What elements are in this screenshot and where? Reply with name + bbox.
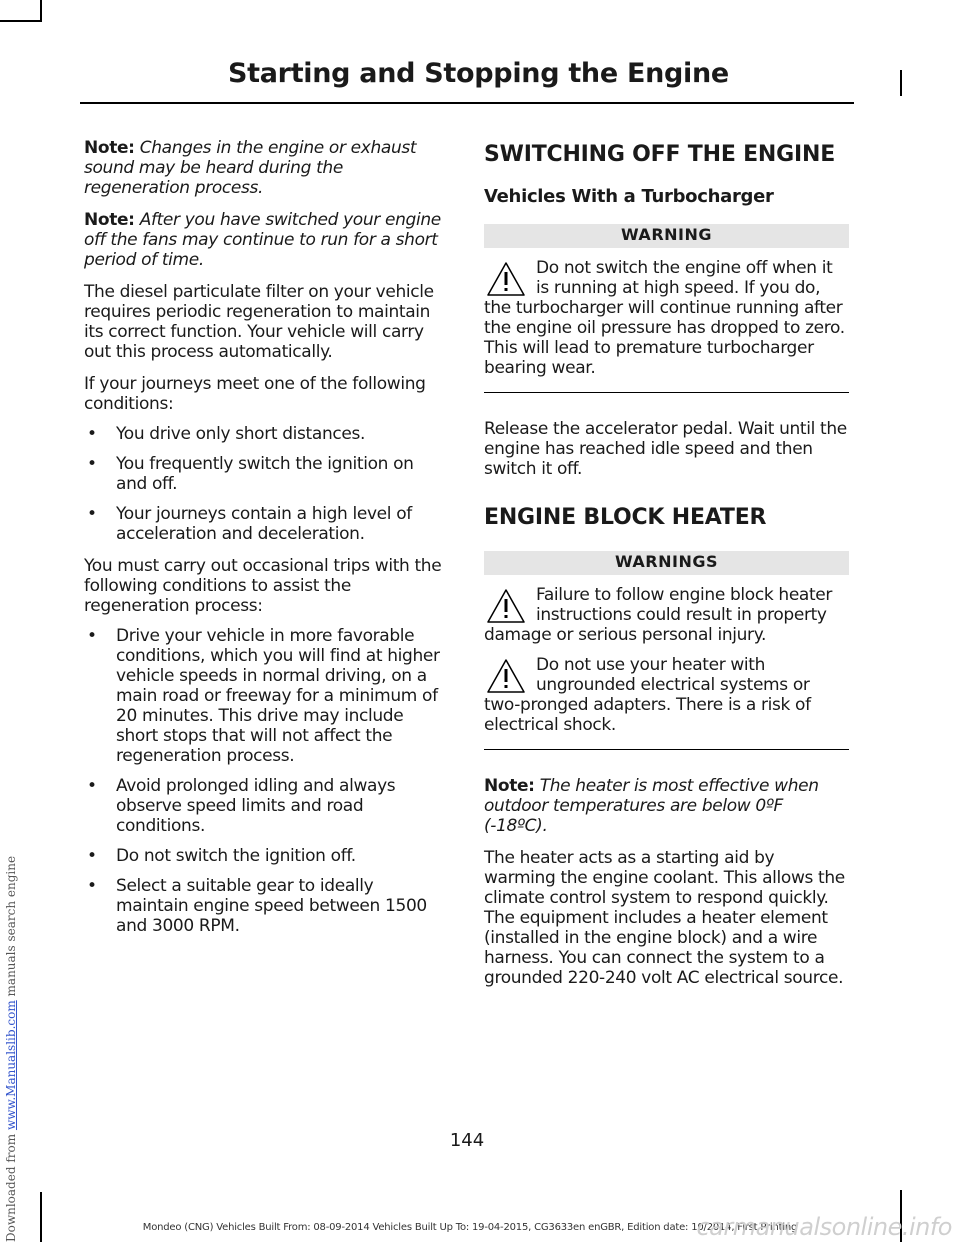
note-paragraph <box>84 210 449 270</box>
warning-header: WARNING <box>484 224 849 248</box>
list-item <box>84 504 449 544</box>
warning-text: Failure to follow engine block heater instructions could result in property damage or serious personal injury. <box>484 585 833 645</box>
warning-item <box>484 258 849 378</box>
body-paragraph: The heater acts as a starting aid by warming the engine coolant. This allows the climate control system to respond quickly. The equipment includes a heater element (installed in the engine block) and a wire harness. You can connect the system to a grounded 220-240 volt AC electrical source. <box>484 848 845 988</box>
list-item-text: Avoid prolonged idling and always observe speed limits and road conditions. <box>116 776 396 836</box>
note-label: Note: <box>84 138 135 158</box>
trip-conditions-list <box>84 626 449 936</box>
note-text: After you have switched your engine off the fans may continue to run for a short period of time. <box>84 210 441 270</box>
warning-triangle-icon <box>484 655 528 695</box>
warning-divider <box>484 749 849 750</box>
list-item <box>84 776 449 836</box>
page-number: 144 <box>449 1130 485 1151</box>
section-heading: SWITCHING OFF THE ENGINE <box>484 142 836 167</box>
warning-item <box>484 585 849 645</box>
bullet-icon: • <box>87 504 97 524</box>
section-subheading: Vehicles With a Turbocharger <box>484 186 774 207</box>
body-paragraph: The diesel particulate filter on your vehicle requires periodic regeneration to maintain its correct function. Your vehicle will carry out this process automatically. <box>84 282 434 362</box>
list-item <box>84 424 449 444</box>
bullet-icon: • <box>87 876 97 896</box>
warning-text: Do not use your heater with ungrounded electrical systems or two-pronged adapters. There is a risk of electrical shock. <box>484 655 811 735</box>
crop-mark <box>40 1192 42 1242</box>
conditions-list <box>84 424 449 544</box>
note-label: Note: <box>484 776 535 796</box>
warning-text: Do not switch the engine off when it is running at high speed. If you do, the turbocharger will continue running after the engine oil pressure has dropped to zero. This will lead to premature turbocharger bearing wear. <box>484 258 845 378</box>
list-item <box>84 846 449 866</box>
download-suffix: manuals search engine <box>4 855 18 997</box>
download-note <box>4 856 18 1242</box>
note-text: The heater is most effective when outdoor temperatures are below 0ºF (-18ºC). <box>484 776 819 836</box>
warning-triangle-icon <box>484 585 528 625</box>
note-text: Changes in the engine or exhaust sound may be heard during the regeneration process. <box>84 138 417 198</box>
crop-mark <box>900 70 902 96</box>
body-paragraph: You must carry out occasional trips with the following conditions to assist the regeneration process: <box>84 556 442 616</box>
list-item <box>84 454 449 494</box>
note-paragraph <box>484 776 849 836</box>
bullet-icon: • <box>87 776 97 796</box>
download-prefix: Downloaded from <box>4 1133 18 1242</box>
list-item-text: Your journeys contain a high level of acceleration and deceleration. <box>116 504 412 544</box>
warning-item <box>484 655 849 735</box>
list-item <box>84 626 449 766</box>
right-column <box>484 138 849 1000</box>
bullet-icon: • <box>87 626 97 646</box>
list-item-text: You drive only short distances. <box>116 424 366 444</box>
section-heading: ENGINE BLOCK HEATER <box>484 505 767 530</box>
left-column <box>84 138 449 948</box>
list-item-text: Select a suitable gear to ideally maintain engine speed between 1500 and 3000 RPM. <box>116 876 427 936</box>
body-paragraph: If your journeys meet one of the following conditions: <box>84 374 426 414</box>
crop-mark <box>0 20 42 22</box>
bullet-icon: • <box>87 846 97 866</box>
note-paragraph <box>84 138 449 198</box>
warning-header: WARNINGS <box>484 551 849 575</box>
list-item-text: Do not switch the ignition off. <box>116 846 356 866</box>
bullet-icon: • <box>87 424 97 444</box>
footer-text: Mondeo (CNG) Vehicles Built From: 08-09-2014 Vehicles Built Up To: 19-04-2015, CG3633en enGBR, Edition date: 10/2014, First Printing <box>142 1222 798 1233</box>
list-item-text: You frequently switch the ignition on and off. <box>116 454 414 494</box>
body-paragraph: Release the accelerator pedal. Wait until the engine has reached idle speed and then switch it off. <box>484 419 847 479</box>
warning-divider <box>484 392 849 393</box>
list-item <box>84 876 449 936</box>
bullet-icon: • <box>87 454 97 474</box>
list-item-text: Drive your vehicle in more favorable conditions, which you will find at higher vehicle speeds in normal driving, on a main road or freeway for a minimum of 20 minutes. This drive may include short stops that will not affect the regeneration process. <box>116 626 440 766</box>
crop-mark <box>40 0 42 22</box>
warning-triangle-icon <box>484 258 528 298</box>
watermark: carmanualsonline.info <box>696 1213 952 1241</box>
manualslib-link[interactable]: www.Manualslib.com <box>4 1000 18 1131</box>
title-divider <box>80 102 854 104</box>
page-title: Starting and Stopping the Engine <box>228 58 729 89</box>
note-label: Note: <box>84 210 135 230</box>
